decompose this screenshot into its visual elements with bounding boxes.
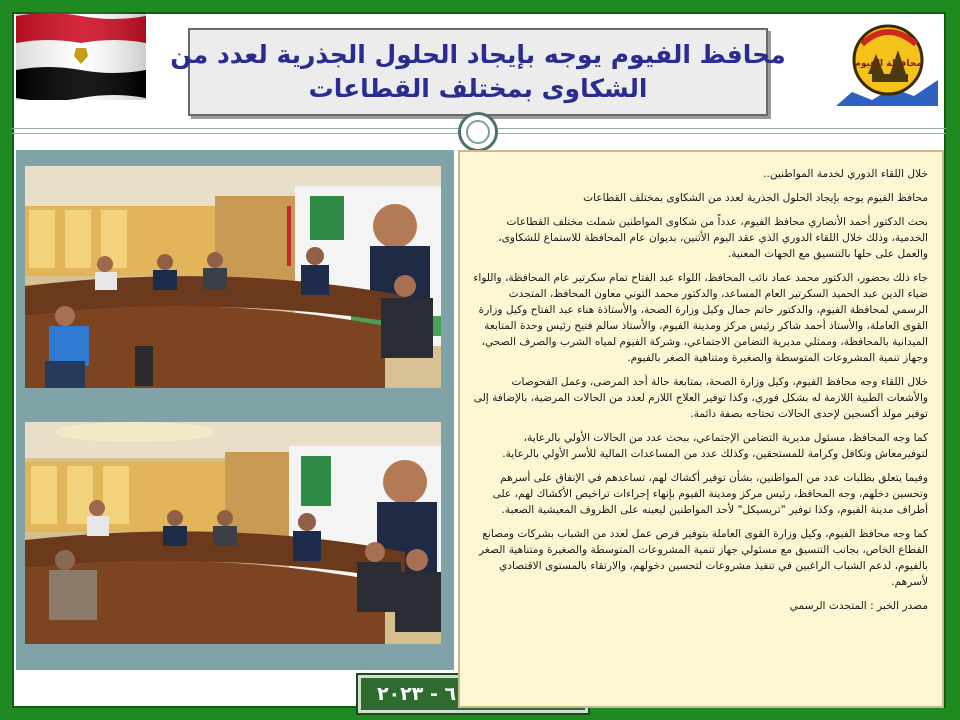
page-title-line-1: محافظ الفيوم يوجه بإيجاد الحلول الجذرية لعدد من: [170, 40, 786, 69]
divider-ring-ornament: [458, 112, 498, 152]
article-paragraph-5: خلال اللقاء وجه محافظ الفيوم، وكيل وزارة الصحة، بمتابعة حالة أحد المرضى، وعمل الفحوصات والأشعات الطبية اللازمة له بشكل فوري، وكذا توفير العلاج اللازم لعدد من الحالات المرضية، بالإضافة إلى توفير مولد أكسجين لإحدى الحالات تحتاجه بصفة دائمة.: [473, 376, 928, 420]
article-paragraph-2: محافظ الفيوم يوجه بإيجاد الحلول الجذرية لعدد من الشكاوى بمختلف القطاعات: [583, 192, 928, 204]
meeting-photo-1: [25, 166, 441, 388]
article-paragraph-4: جاء ذلك بحضور، الدكتور محمد عماد نائب المحافظ، اللواء عبد الفتاح تمام سكرتير عام المحافظة، واللواء ضياء الدين عبد الحميد السكرتير العام المساعد، والدكتور محمد التوني معاون المحافظ، المتحدث الرسمي لمحافظة الفيوم، والدكتور حاتم جمال وكيل وزارة الصحة، والأستاذة هناء عبد الفتاح وكيل وزارة القوى العاملة، والأستاذ أحمد شاكر رئيس مركز ومدينة الفيوم، والأستاذ سالم فتيح رئيس وحدة المتابعة الميدانية بالمحافظة، وممثلي مديرية التضامن الاجتماعي، وشركة الفيوم لمياه الشرب والصرف الصحي، وجهاز تنمية المشروعات المتوسطة والصغيرة ومتناهية الصغر بالفيوم.: [473, 272, 928, 364]
date-text: ٦ - ٢٠٢٣: [376, 683, 457, 705]
article-paragraph-3: بحث الدكتور أحمد الأنصاري محافظ الفيوم، عدداً من شكاوى المواطنين شملت مختلف القطاعات الخدمية، وذلك خلال اللقاء الدوري الذي عقد اليوم الأثنين، بديوان عام المحافظة للاستماع للشكاوى، والعمل على حلها بالتنسيق مع الجهات المعنية.: [498, 216, 928, 260]
article-paragraph-1: خلال اللقاء الدوري لخدمة المواطنين..: [763, 168, 928, 180]
article-text-panel: [458, 150, 944, 708]
meeting-photo-2: [25, 422, 441, 644]
article-paragraph-8: كما وجه محافظ الفيوم، وكيل وزارة القوى العاملة بتوفير فرص عمل لعدد من الشباب بشركات ومصانع القطاع الخاص، بجانب التنسيق مع مسئولي جهاز تنمية المشروعات المتوسطة والصغيرة ومتناهية الصغر بالفيوم، لدعم الشباب الراغبين في تنفيذ مشروعات لتحسين دخولهم، والارتقاء بالمستوى الاقتصادي لأسرهم.: [479, 528, 928, 588]
page-title-line-2: الشكاوى بمختلف القطاعات: [308, 74, 648, 103]
fayoum-governorate-logo-icon: [832, 14, 942, 114]
title-box: [170, 28, 786, 116]
egypt-flag-icon: [16, 12, 146, 100]
logo-text: محافظة الفيوم: [854, 59, 922, 69]
article-source: مصدر الخبر : المتحدث الرسمي: [789, 600, 928, 612]
article-paragraph-6: كما وجه المحافظ، مسئول مديرية التضامن الإجتماعي، ببحث عدد من الحالات الأولي بالرعاية، لتوفيرمعاش وتكافل وكرامة للمستحقين، وكذلك عدد من المساعدات المالية للأسر الأولي بالرعاية.: [502, 432, 928, 460]
article-paragraph-7: وفيما يتعلق بطلبات عدد من المواطنين، بشأن توفير أكشاك لهم، تساعدهم في الإنفاق على أسرهم وتحسين دخلهم، وجه المحافظ، رئيس مركز ومدينة الفيوم بإنهاء إجراءات تراخيص الأكشاك لهم، على أطراف مدينة الفيوم، وكذا توفير "تريسيكل" لأحد المواطنين ليعينه على الظروف المعيشية الصعبة.: [492, 472, 928, 516]
